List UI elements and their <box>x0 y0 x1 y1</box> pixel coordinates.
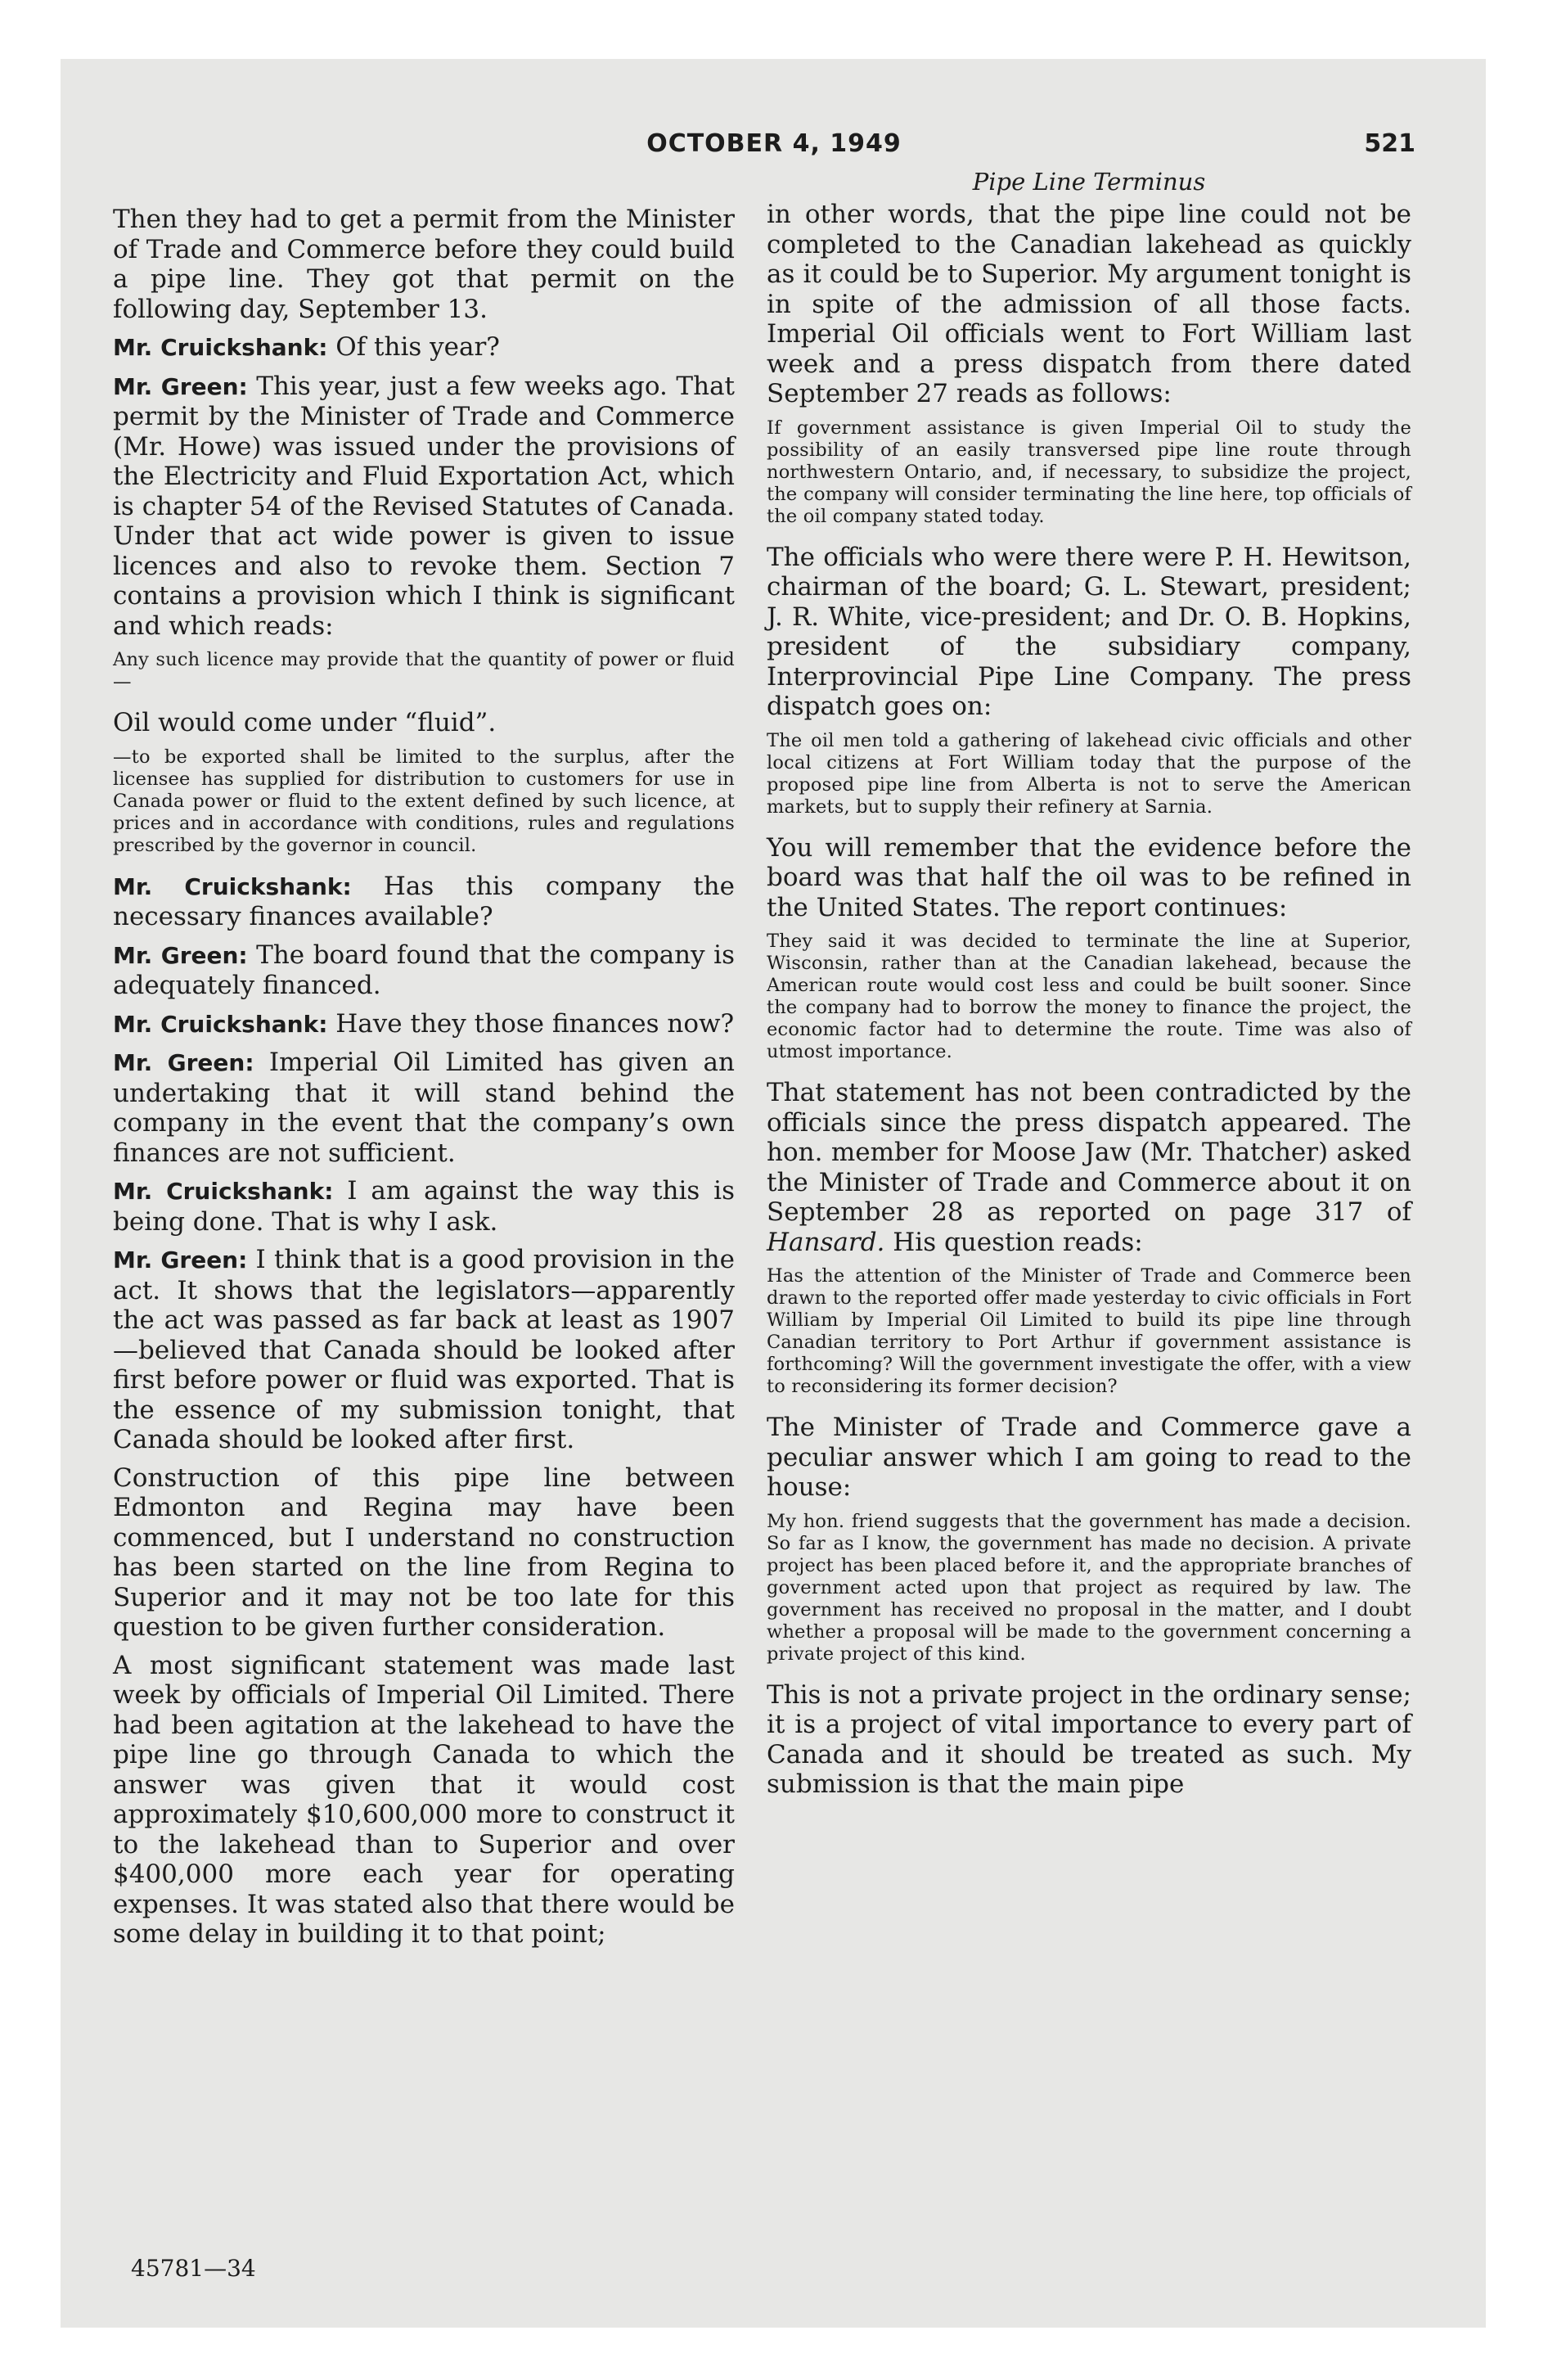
paragraph: This is not a private project in the ordinary sense; it is a project of vital importance to every part of Canada and it should be treated as such. My submission is that the main pipe <box>767 1679 1411 1799</box>
block-quote: My hon. friend suggests that the government has made a decision. So far as I know, the government has made no decision. A private project has been placed before it, and the appropriate branches of government acted upon that project as required by law. The government has received no proposal in the matter, and I doubt whether a proposal will be made to the government concerning a private project of this kind. <box>767 1510 1411 1665</box>
speaker-name: Mr. Green: <box>113 1049 254 1076</box>
speaker-name: Mr. Cruickshank: <box>113 1010 328 1038</box>
paragraph: You will remember that the evidence before the board was that half the oil was to be refined in the United States. The report continues: <box>767 832 1411 922</box>
paragraph-text: His question reads: <box>884 1227 1143 1257</box>
speech-text: Of this year? <box>327 332 500 362</box>
speaker-name: Mr. Cruickshank: <box>113 1178 334 1205</box>
block-quote: They said it was decided to terminate the line at Superior, Wisconsin, rather than at the Canadian lakehead, because the American route would cost less and could be built sooner. Since the company had to borrow the money to finance the project, the economic factor had to determine the route. Time was also of utmost importance. <box>767 931 1411 1062</box>
speech <box>113 372 735 642</box>
speech-text: The board found that the company is adequately financed. <box>113 940 735 1000</box>
hansard-reference: Hansard. <box>767 1227 885 1257</box>
speaker-name: Mr. Cruickshank: <box>113 334 328 361</box>
speaker-name: Mr. Cruickshank: <box>113 872 352 900</box>
speech-text: Has this company the necessary finances available? <box>113 871 735 931</box>
speech <box>113 1009 735 1040</box>
speech-text: I am against the way this is being done. That is why I ask. <box>113 1176 736 1237</box>
speaker-name: Mr. Green: <box>113 941 248 969</box>
speech <box>113 1176 735 1237</box>
speech <box>113 1245 735 1455</box>
paragraph <box>767 1078 1411 1257</box>
paragraph: The officials who were there were P. H. Hewitson, chairman of the board; G. L. Stewart, president; J. R. White, vice-president; and Dr. O. B. Hopkins, president of the subsidiary company, Interprovincial Pipe Line Company. The press dispatch goes on: <box>767 542 1411 721</box>
paragraph: in other words, that the pipe line could not be completed to the Canadian lakehead as quickly as it could be to Superior. My argument tonight is in spite of the admission of all those facts. Imperial Oil officials went to Fort William last week and a press dispatch from there dated September 27 reads as follows: <box>767 200 1411 408</box>
block-quote: Any such licence may provide that the quantity of power or fluid— <box>113 649 735 692</box>
paragraph-text: That statement has not been contradicted by the officials since the press dispatch appeared. The hon. member for Moose Jaw (Mr. Thatcher) asked the Minister of Trade and Commerce about it on September 28 as reported on page 317 of <box>767 1078 1411 1227</box>
speech <box>113 872 735 932</box>
page-number: 521 <box>1364 129 1415 158</box>
speech <box>113 1048 735 1168</box>
paragraph: Construction of this pipe line between Edmonton and Regina may have been commenced, but I understand no construction has been started on the line from Regina to Superior and it may not be too late for this question to be given further consideration. <box>113 1463 735 1642</box>
right-column <box>767 200 1411 1808</box>
speech-text: Imperial Oil Limited has given an undertaking that it will stand behind the company in the event that the company’s own finances are not sufficient. <box>113 1048 735 1168</box>
paragraph: Then they had to get a permit from the Minister of Trade and Commerce before they could build a pipe line. They got that permit on the following day, September 13. <box>113 205 735 324</box>
block-quote: —to be exported shall be limited to the surplus, after the licensee has supplied for distribution to customers for use in Canada power or fluid to the extent defined by such licence, at prices and in accordance with conditions, rules and regulations prescribed by the governor in council. <box>113 746 735 856</box>
speaker-name: Mr. Green: <box>113 1246 248 1273</box>
paragraph: A most significant statement was made last week by officials of Imperial Oil Limited. There had been agitation at the lakehead to have the pipe line go through Canada to which the answer was given that it would cost approximately $10,600,000 more to construct it to the lakehead than to Superior and over $400,000 more each year for operating expenses. It was stated also that there would be some delay in building it to that point; <box>113 1650 735 1949</box>
block-quote: Has the attention of the Minister of Trade and Commerce been drawn to the reported offer made yesterday to civic officials in Fort William by Imperial Oil Limited to build its pipe line through Canadian territory to Port Arthur if government assistance is forthcoming? Will the government investigate the offer, with a view to reconsidering its former decision? <box>767 1265 1411 1397</box>
left-column <box>113 205 735 1958</box>
print-signature-code: 45781—34 <box>131 2255 256 2282</box>
running-header-date: OCTOBER 4, 1949 <box>646 129 902 158</box>
speech-text: This year, just a few weeks ago. That permit by the Minister of Trade and Commerce (Mr. Howe) was issued under the provisions of the Electricity and Fluid Exportation Act, which is chapter 54 of the Revised Statutes of Canada. Under that act wide power is given to issue licences and also to revoke them. Section 7 contains a provision which I think is significant and which reads: <box>113 371 736 641</box>
paragraph: The Minister of Trade and Commerce gave a peculiar answer which I am going to read to the house: <box>767 1413 1411 1502</box>
block-quote: The oil men told a gathering of lakehead civic officials and other local citizens at Fort William today that the purpose of the proposed pipe line from Alberta is not to serve the American markets, but to supply their refinery at Sarnia. <box>767 729 1411 818</box>
running-subheading: Pipe Line Terminus <box>972 168 1206 196</box>
speech <box>113 940 735 1001</box>
speaker-name: Mr. Green: <box>113 372 248 400</box>
block-quote: If government assistance is given Imperial Oil to study the possibility of an easily transversed pipe line route through northwestern Ontario, and, if necessary, to subsidize the project, the company will consider terminating the line here, top officials of the oil company stated today. <box>767 417 1411 527</box>
speech-text: I think that is a good provision in the act. It shows that the legislators—apparently the act was passed as far back at least as 1907—believed that Canada should be looked after first before power or fluid was exported. That is the essence of my submission tonight, that Canada should be looked after first. <box>113 1245 736 1454</box>
speech-text: Have they those finances now? <box>327 1008 735 1039</box>
speech <box>113 332 735 363</box>
paragraph: Oil would come under “fluid”. <box>113 708 497 737</box>
